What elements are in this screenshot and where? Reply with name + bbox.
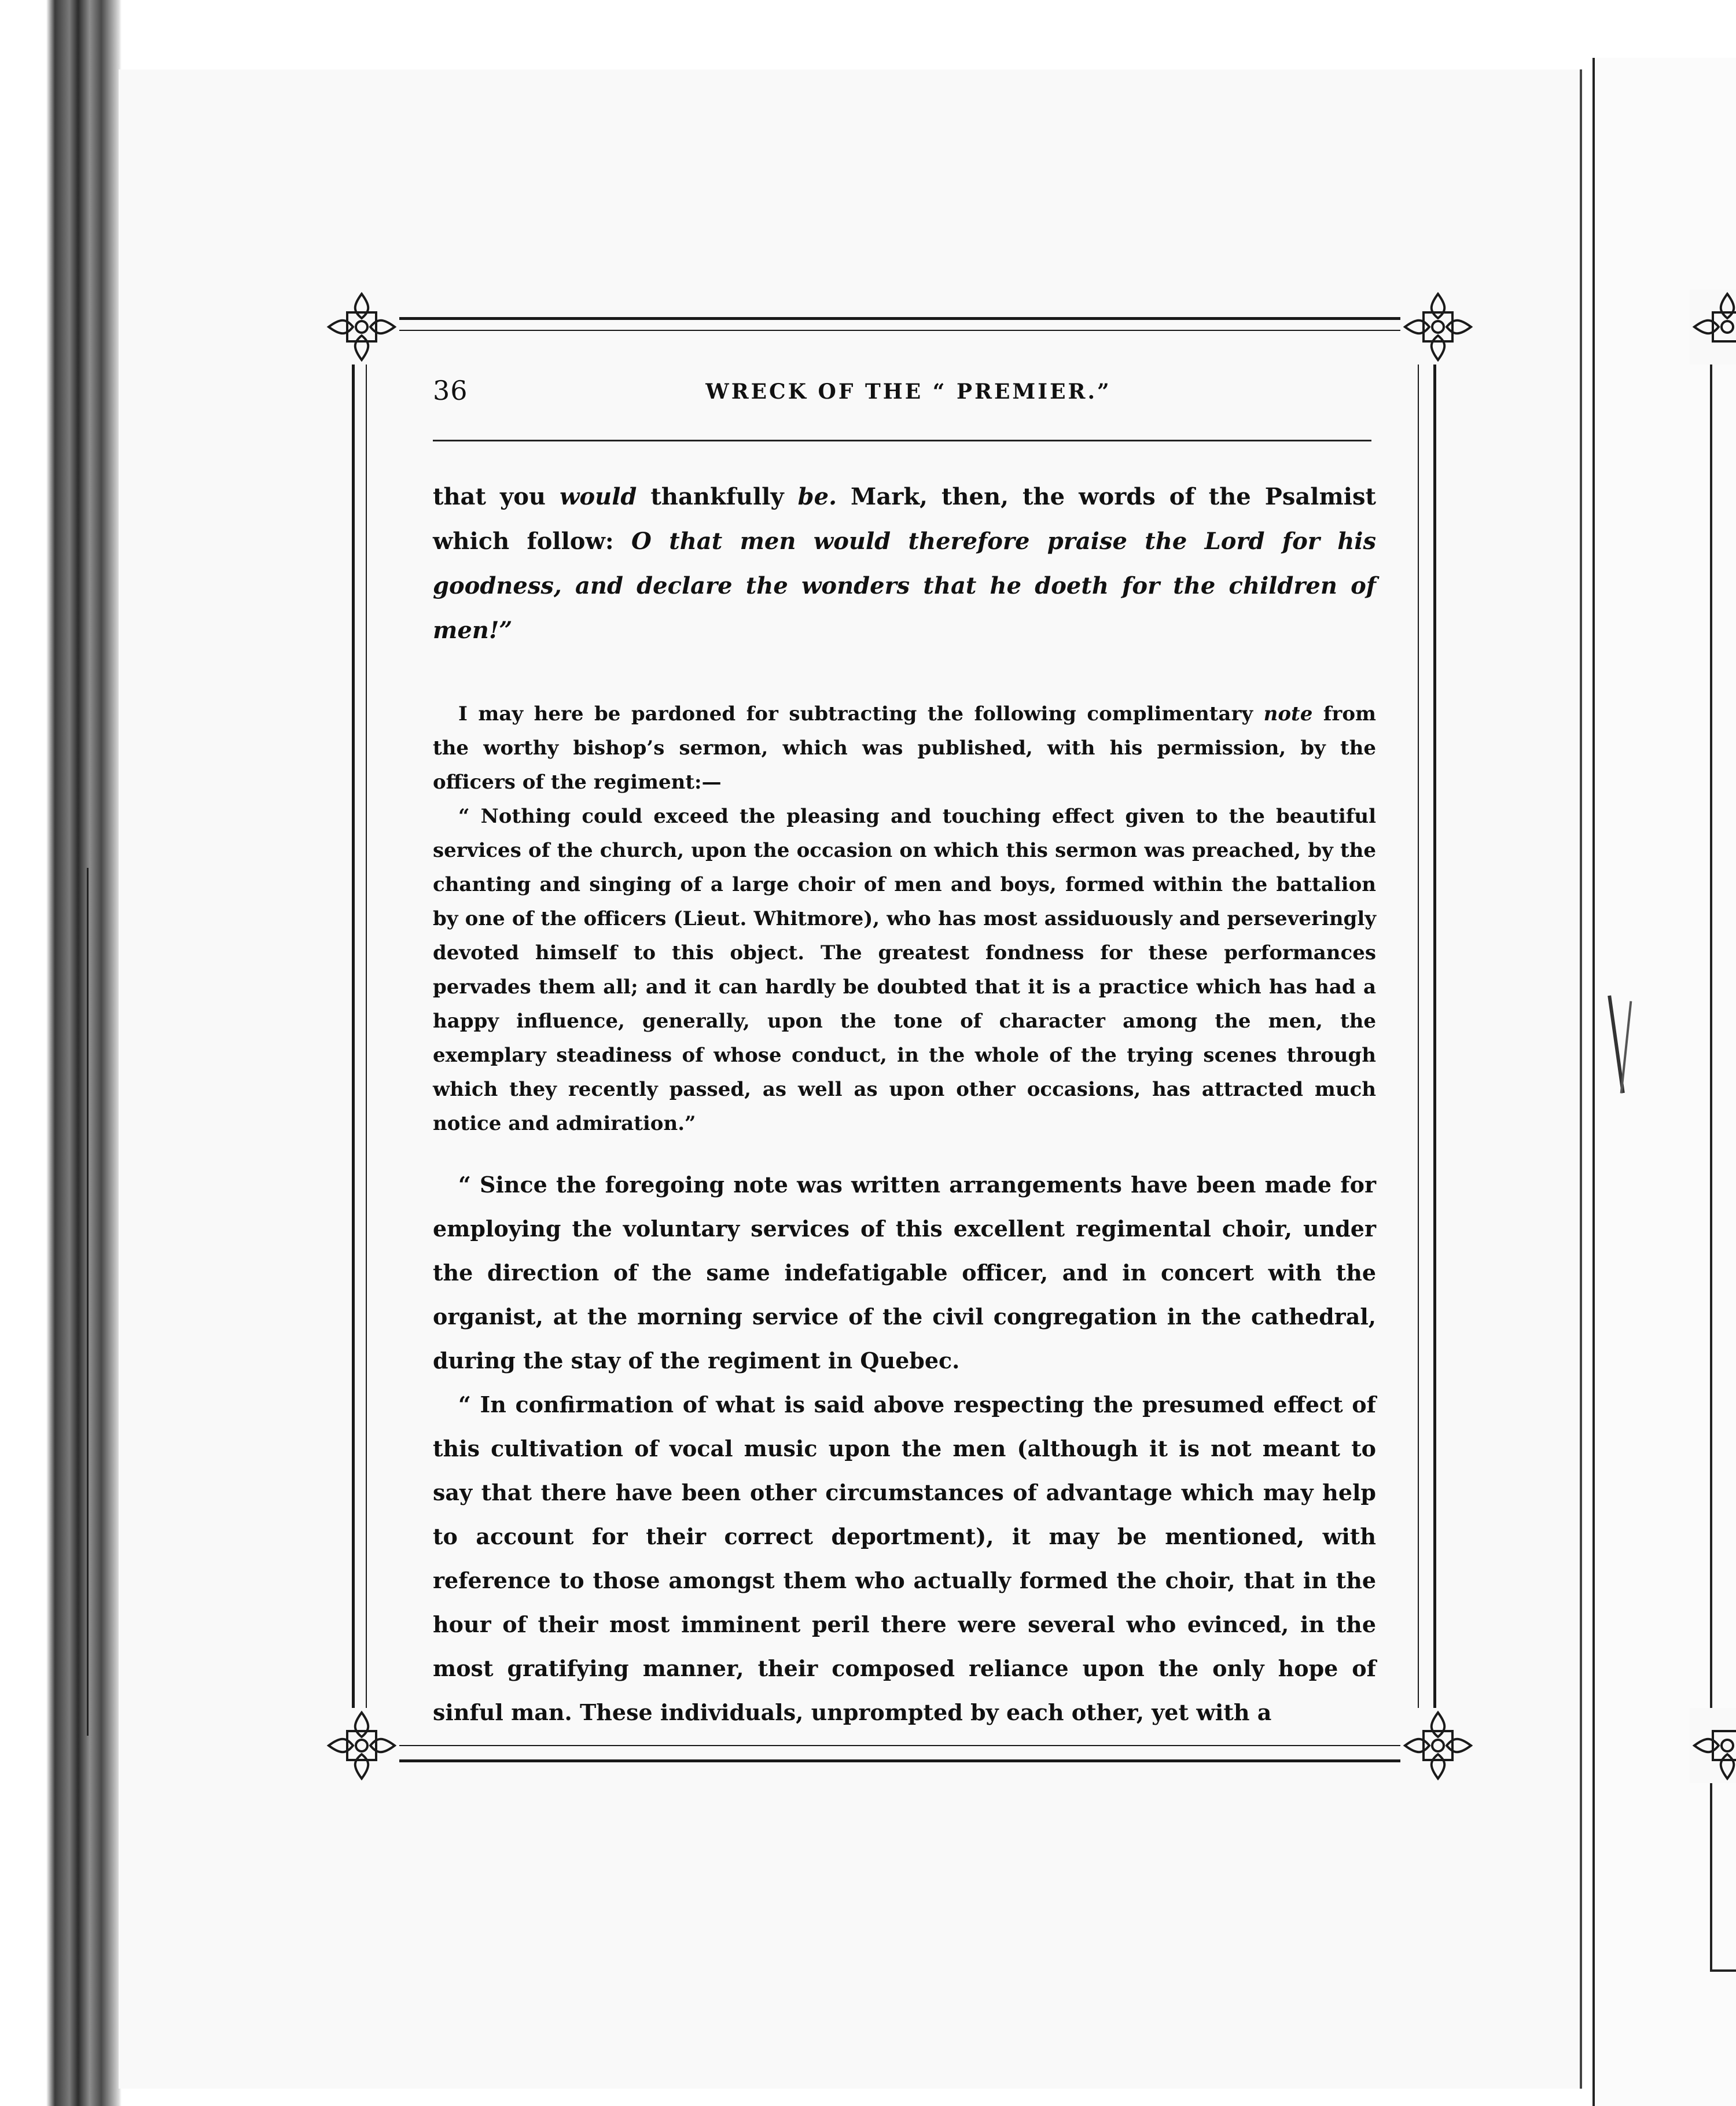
note-quotation: “ Nothing could exceed the pleasing and touching effect given to the beautiful services of the church, upon the occasion on which this sermon was preached, by the chanting and singing of a large choir of men and boys, formed within the battalion by one of the officers (Lieut. Whitmore), who has most assiduously and perseveringly devoted himself to this object. The greatest fondness for these performances pervades them all; and it can hardly be doubted that it is a practice which has had a happy influence, generally, upon the tone of character among the men, the exemplary steadiness of whose conduct, in the whole of the trying scenes through which they recently passed, as well as upon other occasions, has attracted much notice and admiration.” [433,805,1376,1135]
paragraph-sermon-ending [433,474,1376,653]
choir-arrangements-text: “ Since the foregoing note was written arrangements have been made for employing the voluntary services of this excellent regimental choir, under the direction of the same indefatigable officer, and in concert with the organist, at the morning service of the civil congregation in the cathedral, during the stay of the regiment in Quebec. [433,1172,1376,1374]
text-run: I may here be pardoned for subtracting the following complimentary [458,702,1264,726]
running-head: WRECK OF THE “ PREMIER.” [705,380,1112,404]
italic-text-run: note [1263,702,1313,726]
fleur-de-lis-corner-icon [1690,289,1736,365]
italic-text-run: be. [797,483,837,510]
text-run: that you [433,483,560,510]
spine-edge-line [87,868,89,1736]
paragraph-choir-arrangements [433,1163,1376,1735]
italic-text-run: would [560,483,637,510]
text-run: from the worthy bishop’s sermon, which was published, with his permission, by the officers of the regiment:— [433,702,1376,794]
fleur-de-lis-corner-icon [324,1708,399,1783]
book-spine [0,0,122,2106]
paragraph-bishop-note [433,697,1376,1141]
fleur-de-lis-corner-icon [1690,1708,1736,1783]
fleur-de-lis-corner-icon [324,289,399,365]
psalm-quotation: O that men would therefore praise the Lord for his goodness, and declare the wonders that he doeth for the children of men!” [433,528,1376,644]
page-number: 36 [433,375,468,406]
text-run: thankfully [637,483,798,510]
note-intro [433,697,1376,800]
fleur-de-lis-corner-icon [1400,1708,1476,1783]
text-run: Mark, then, the words of the Psalmist which follow: [433,483,1377,555]
fleur-de-lis-corner-icon [1400,289,1476,365]
confirmation-text: “ In confirmation of what is said above respecting the presumed effect of this cultivation of vocal music upon the men (although it is not meant to say that there have been other circumstances of advantage which may help to account for their correct deportment), it may be mentioned, with reference to those amongst them who actually formed the choir, that in the hour of their most imminent peril there were several who evinced, in the most gratifying manner, their composed reliance upon the only hope of sinful man. These individuals, unprompted by each other, yet with a [433,1391,1376,1725]
header-rule [433,440,1371,441]
